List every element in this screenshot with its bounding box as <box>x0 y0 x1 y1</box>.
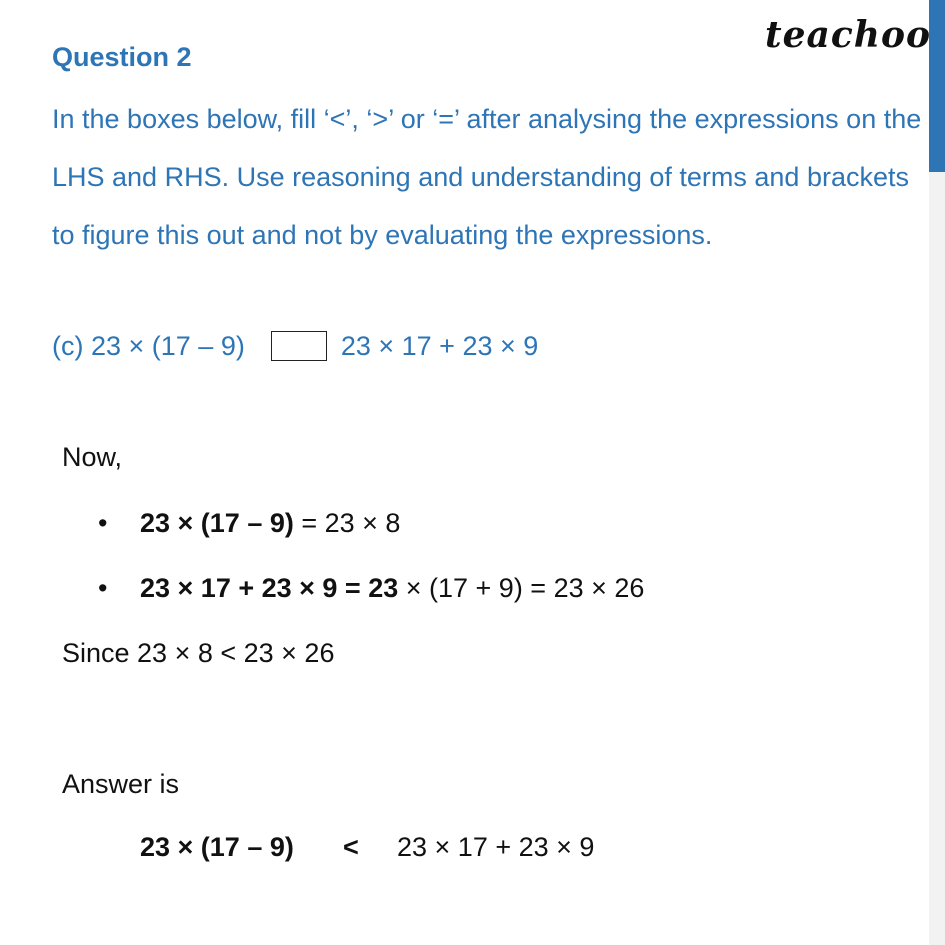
bullet-1-rest: = 23 × 8 <box>293 508 401 538</box>
solution-intro: Now, <box>62 442 123 472</box>
answer-lhs: 23 × (17 – 9) <box>140 832 294 862</box>
bullet-2-dot: • <box>98 573 108 603</box>
answer-box[interactable] <box>271 331 327 361</box>
part-rhs: 23 × 17 + 23 × 9 <box>340 330 539 361</box>
bullet-1-bold: 23 × (17 – 9) <box>140 508 294 538</box>
bullet-2-bold: 23 × 17 + 23 × 9 = 23 <box>140 573 399 603</box>
side-accent <box>929 0 945 172</box>
bullet-1-dot: • <box>98 508 108 538</box>
question-text: In the boxes below, fill ‘<’, ‘>’ or ‘=’ after analysing the expressions on the LHS and RHS. Use reasoning and understanding of terms and brackets to figure this out and not by evaluating the expressions. <box>52 104 922 250</box>
question-part-c <box>52 324 538 368</box>
since-line: Since 23 × 8 < 23 × 26 <box>62 638 335 668</box>
bullet-2 <box>140 573 644 604</box>
question-title: Question 2 <box>52 42 192 72</box>
answer-rhs: 23 × 17 + 23 × 9 <box>397 832 595 862</box>
answer-symbol: < <box>343 832 359 862</box>
answer-label: Answer is <box>62 769 180 799</box>
part-lhs: (c) 23 × (17 – 9) <box>52 330 245 361</box>
bullet-1 <box>140 508 400 539</box>
teachoo-logo: teachoo <box>765 14 931 56</box>
bullet-2-rest: × (17 + 9) = 23 × 26 <box>398 573 645 603</box>
